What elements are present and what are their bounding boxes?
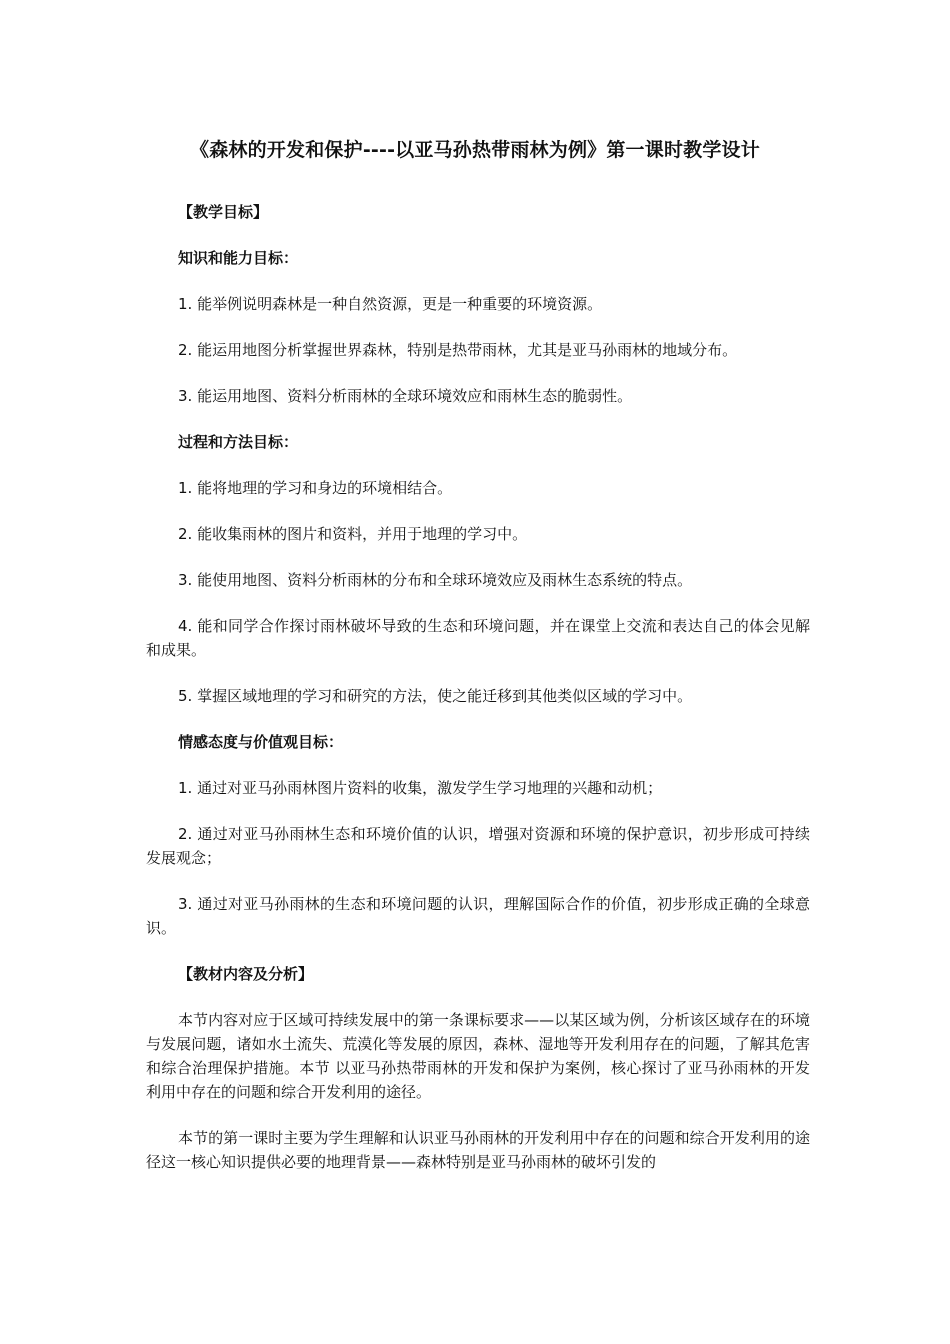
knowledge-heading: 知识和能力目标： xyxy=(178,249,299,267)
process-item-3: 3. 能使用地图、资料分析雨林的分布和全球环境效应及雨林生态系统的特点。 xyxy=(178,571,693,589)
values-item-1: 1. 通过对亚马孙雨林图片资料的收集，激发学生学习地理的兴趣和动机； xyxy=(178,779,663,797)
document-body xyxy=(146,200,810,1174)
document-title: 《森林的开发和保护----以亚马孙热带雨林为例》第一课时教学设计 xyxy=(190,139,760,161)
process-heading: 过程和方法目标： xyxy=(178,433,299,451)
process-item-4: 4. 能和同学合作探讨雨林破坏导致的生态和环境问题，并在课堂上交流和表达自己的体会见解和成果。 xyxy=(146,617,810,659)
knowledge-item-1: 1. 能举例说明森林是一种自然资源，更是一种重要的环境资源。 xyxy=(178,295,603,313)
knowledge-item-3: 3. 能运用地图、资料分析雨林的全球环境效应和雨林生态的脆弱性。 xyxy=(178,387,633,405)
values-item-3: 3. 通过对亚马孙雨林的生态和环境问题的认识，理解国际合作的价值，初步形成正确的全球意识。 xyxy=(146,895,810,937)
analysis-heading: 【教材内容及分析】 xyxy=(178,965,314,983)
knowledge-item-2: 2. 能运用地图分析掌握世界森林，特别是热带雨林，尤其是亚马孙雨林的地域分布。 xyxy=(178,341,738,359)
values-heading: 情感态度与价值观目标： xyxy=(178,733,344,751)
analysis-paragraph-1: 本节内容对应于区域可持续发展中的第一条课标要求——以某区域为例，分析该区域存在的环境与发展问题，诸如水土流失、荒漠化等发展的原因，森林、湿地等开发利用存在的问题，了解其危害和综合治理保护措施。本节 以亚马孙热带雨林的开发和保护为案例，核心探讨了亚马孙雨林的开发利用中存在的问题和综合开发利用的途径。 xyxy=(146,1011,810,1101)
process-item-1: 1. 能将地理的学习和身边的环境相结合。 xyxy=(178,479,453,497)
process-item-5: 5. 掌握区域地理的学习和研究的方法，使之能迁移到其他类似区域的学习中。 xyxy=(178,687,693,705)
objectives-heading: 【教学目标】 xyxy=(178,203,269,221)
process-item-2: 2. 能收集雨林的图片和资料，并用于地理的学习中。 xyxy=(178,525,528,543)
analysis-paragraph-2: 本节的第一课时主要为学生理解和认识亚马孙雨林的开发利用中存在的问题和综合开发利用的途径这一核心知识提供必要的地理背景——森林特别是亚马孙雨林的破坏引发的 xyxy=(146,1129,810,1171)
values-item-2: 2. 通过对亚马孙雨林生态和环境价值的认识，增强对资源和环境的保护意识，初步形成可持续发展观念； xyxy=(146,825,810,867)
